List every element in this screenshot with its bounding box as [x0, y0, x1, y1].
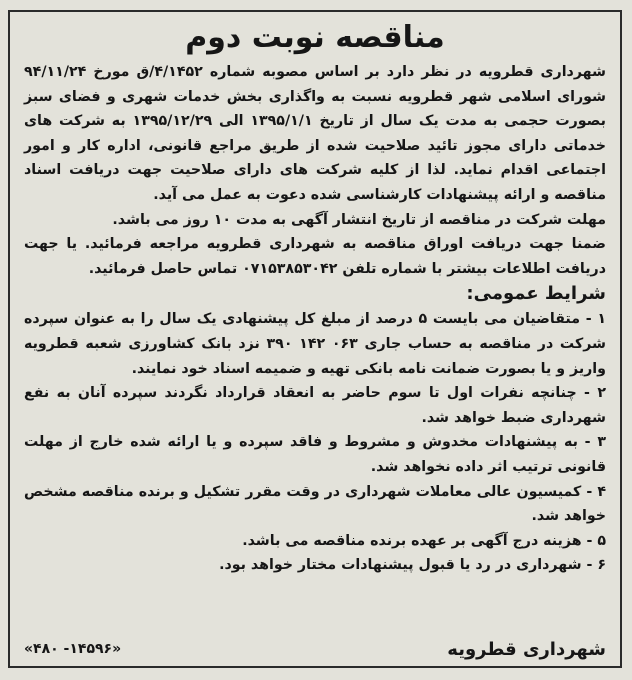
notice-paragraph: ضمنا جهت دریافت اوراق مناقصه به شهرداری قطرویه مراجعه فرمائید. یا جهت دریافت اطلاعات بیشتر با شماره تلفن ۰۷۱۵۳۸۵۳۰۴۲ تماس حاصل فرمائید.	[24, 236, 606, 277]
tender-notice-box	[8, 10, 622, 668]
condition-item: ۴ - کمیسیون عالی معاملات شهرداری در وقت مقرر تشکیل و برنده مناقصه مشخص خواهد شد.	[24, 483, 606, 525]
notice-footer	[24, 636, 606, 662]
ad-code: «۴۸۰ -۱۴۵۹۶»	[24, 641, 122, 657]
condition-item: ۳ - به پیشنهادات مخدوش و مشروط و فاقد سپرده و یا ارائه شده خارج از مهلت قانونی ترتیب اثر داده نخواهد شد.	[24, 434, 606, 475]
condition-item: ۲ - چنانچه نفرات اول تا سوم حاضر به انعقاد قرارداد نگردند سپرده آنان به نفع شهرداری ضبط خواهد شد.	[24, 385, 606, 426]
notice-paragraph: شهرداری قطرویه در نظر دارد بر اساس مصوبه شماره ۴/۱۴۵۲/ق مورخ ۹۴/۱۱/۲۴ شورای اسلامی شهر قطرویه نسبت به واگذاری بخش خدمات شهری و فضای سبز بصورت حجمی به مدت یک سال از تاریخ ۱۳۹۵/۱/۱ الی ۱۳۹۵/۱۲/۲۹ به شرکت های خدماتی دارای مجوز تائید صلاحیت شده از طریق مراجع قانونی، اداره کار و امور اجتماعی اقدام نماید. لذا از کلیه شرکت های دارای صلاحیت جهت دریافت اسناد مناقصه و ارائه پیشنهادات کارشناسی شده دعوت به عمل می آید.	[24, 64, 606, 203]
notice-title: مناقصه نوبت دوم	[185, 20, 445, 55]
condition-item: ۱ - متقاضیان می بایست ۵ درصد از مبلغ کل پیشنهادی یک سال را به عنوان سپرده شرکت در مناقصه به حساب جاری ۰۶۳ ۱۴۲ ۳۹۰ نزد بانک کشاورزی شعبه قطرویه واریز و یا بصورت ضمانت نامه بانکی تهیه و ضمیمه اسناد خود نمایند.	[24, 311, 606, 377]
notice-paragraph: مهلت شرکت در مناقصه از تاریخ انتشار آگهی به مدت ۱۰ روز می باشد.	[112, 211, 606, 228]
conditions-list	[24, 307, 606, 578]
condition-item: ۶ - شهرداری در رد یا قبول پیشنهادات مختار خواهد بود.	[219, 557, 606, 574]
conditions-heading: شرایط عمومی:	[466, 283, 606, 305]
condition-item: ۵ - هزینه درج آگهی بر عهده برنده مناقصه می باشد.	[242, 532, 606, 549]
signature: شهرداری قطرویه	[447, 638, 606, 660]
notice-body	[24, 60, 606, 281]
